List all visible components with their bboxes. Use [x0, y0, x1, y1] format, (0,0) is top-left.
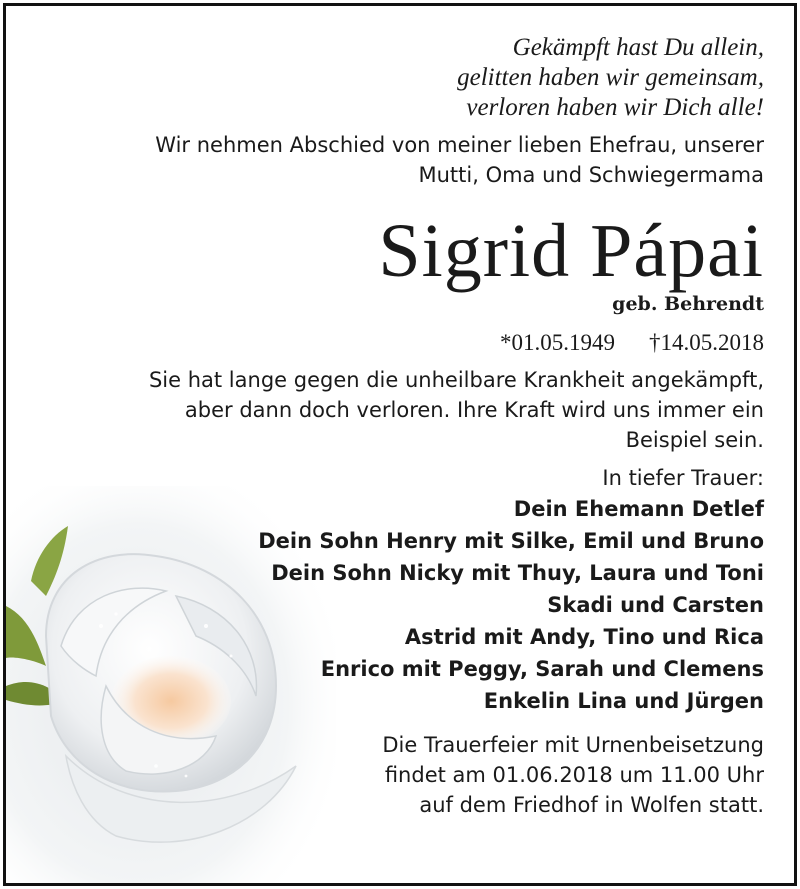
intro-text — [44, 130, 764, 190]
funeral-line: findet am 01.06.2018 um 11.00 Uhr — [384, 763, 764, 787]
tribute-line: Beispiel sein. — [625, 428, 764, 452]
mourners-list — [44, 493, 764, 717]
obituary-frame — [3, 3, 797, 886]
death-date: †14.05.2018 — [649, 330, 764, 355]
tribute-line: Sie hat lange gegen die unheilbare Krankheit angekämpft, — [148, 368, 764, 392]
mourner: Skadi und Carsten — [547, 593, 764, 617]
mourning-heading: In tiefer Trauer: — [602, 466, 764, 490]
funeral-line: Die Trauerfeier mit Urnenbeisetzung — [382, 733, 764, 757]
motto — [44, 6, 764, 123]
mourner: Enkelin Lina und Jürgen — [483, 689, 764, 713]
intro-line: Mutti, Oma und Schwiegermama — [418, 163, 764, 187]
mourner: Dein Ehemann Detlef — [513, 497, 764, 521]
mourner: Enrico mit Peggy, Sarah und Clemens — [320, 657, 764, 681]
motto-line: verloren haben wir Dich alle! — [466, 94, 764, 121]
tribute-text — [44, 365, 764, 455]
life-dates — [44, 329, 764, 357]
deceased-name: Sigrid Pápai — [378, 209, 764, 293]
funeral-info — [44, 730, 764, 820]
intro-line: Wir nehmen Abschied von meiner lieben Ehefrau, unserer — [155, 133, 764, 157]
mourner: Dein Sohn Henry mit Silke, Emil und Bruno — [258, 529, 764, 553]
maiden-name: geb. Behrendt — [612, 293, 764, 315]
mourner: Dein Sohn Nicky mit Thuy, Laura und Toni — [271, 561, 764, 585]
obituary-text-column — [44, 6, 764, 820]
motto-line: Gekämpft hast Du allein, — [512, 34, 764, 61]
mourner: Astrid mit Andy, Tino und Rica — [404, 625, 764, 649]
funeral-line: auf dem Friedhof in Wolfen statt. — [419, 793, 764, 817]
motto-line: gelitten haben wir gemeinsam, — [457, 64, 764, 91]
birth-date: *01.05.1949 — [500, 330, 615, 355]
tribute-line: aber dann doch verloren. Ihre Kraft wird uns immer ein — [184, 398, 764, 422]
